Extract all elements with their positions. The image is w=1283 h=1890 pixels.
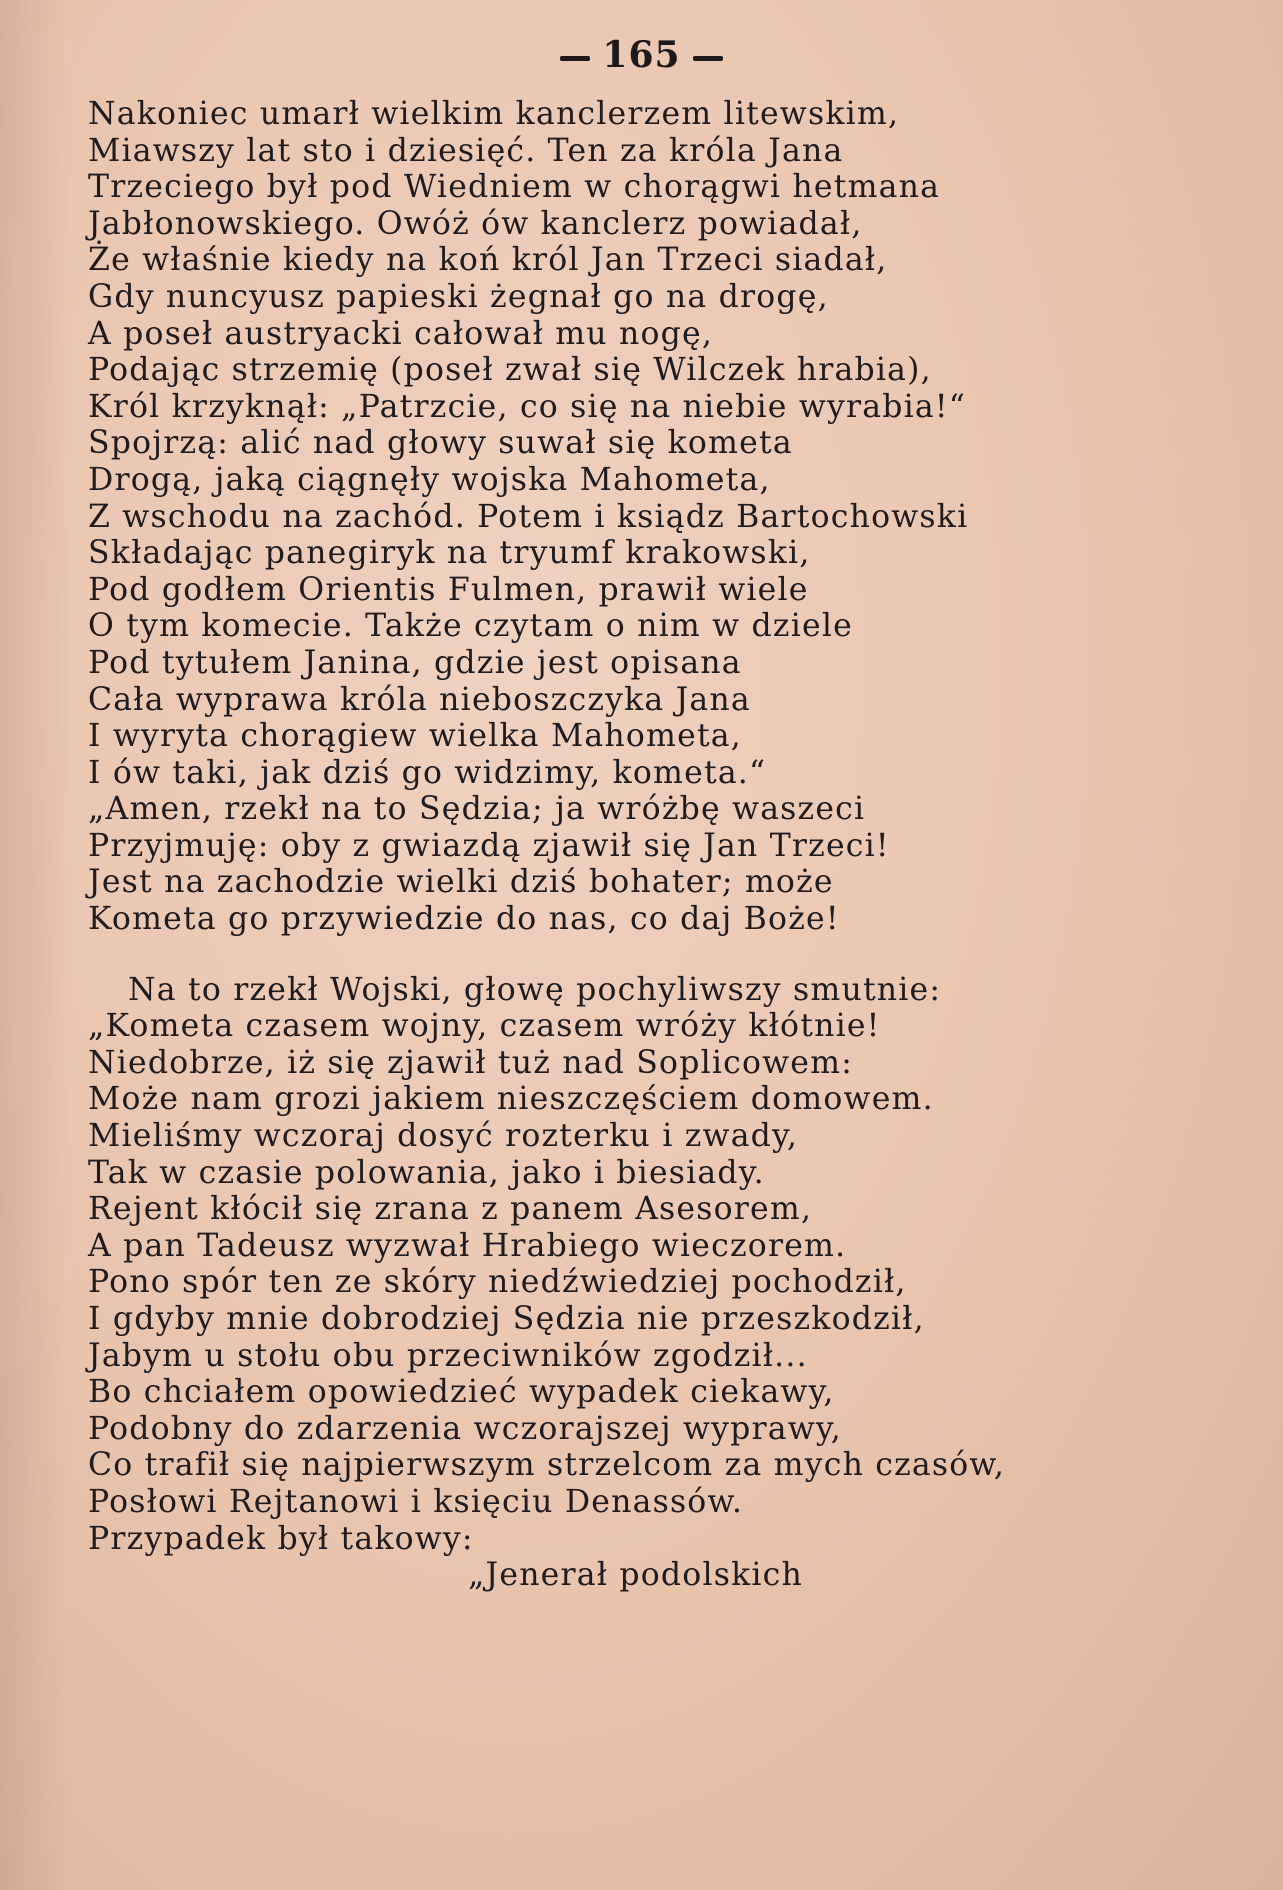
stanza-1 <box>88 96 1258 938</box>
verse-line: Podając strzemię (poseł zwał się Wilczek hrabia), <box>88 352 932 389</box>
verse-line: Podobny do zdarzenia wczorajszej wyprawy, <box>88 1410 842 1447</box>
verse-line: „Amen, rzekł na to Sędzia; ja wróżbę waszeci <box>88 791 866 828</box>
page-edge-shadow <box>0 0 70 1890</box>
page-number <box>0 34 1283 76</box>
stanza-gap <box>88 938 1258 972</box>
verse-line: I ów taki, jak dziś go widzimy, kometa.“ <box>88 754 767 791</box>
verse-line: Rejent kłócił się zrana z panem Asesorem, <box>88 1191 813 1228</box>
verse-line: Gdy nuncyusz papieski żegnał go na drogę, <box>88 278 829 315</box>
verse-line: I gdyby mnie dobrodziej Sędzia nie przeszkodził, <box>88 1301 925 1337</box>
verse-line: Może nam grozi jakiem nieszczęściem domowem. <box>88 1081 934 1118</box>
verse-line: I wyryta chorągiew wielka Mahometa, <box>88 718 742 755</box>
verse-line: Na to rzekł Wojski, głowę pochyliwszy smutnie: <box>128 971 942 1008</box>
verse-line: Niedobrze, iż się zjawił tuż nad Soplicowem: <box>88 1044 854 1081</box>
verse-line: „Jenerał podolskich <box>468 1557 803 1594</box>
verse-line: A pan Tadeusz wyzwał Hrabiego wieczorem. <box>88 1227 847 1264</box>
verse-line: Nakoniec umarł wielkim kanclerzem litewskim, <box>88 96 900 132</box>
verse-line: Pod tytułem Janina, gdzie jest opisana <box>88 644 742 681</box>
poem-text <box>88 96 1258 1594</box>
verse-line: Z wschodu na zachód. Potem i ksiądz Bartochowski <box>88 498 969 535</box>
verse-line: Bo chciałem opowiedzieć wypadek ciekawy, <box>88 1374 835 1411</box>
verse-line: O tym komecie. Także czytam o nim w dziele <box>88 608 853 645</box>
verse-line: Pono spór ten ze skóry niedźwiedziej pochodził, <box>88 1264 907 1301</box>
folio-dash-left <box>560 56 590 61</box>
verse-line: Pod godłem Orientis Fulmen, prawił wiele <box>88 571 809 608</box>
verse-line: A poseł austryacki całował mu nogę, <box>88 315 714 352</box>
verse-line: Składając panegiryk na tryumf krakowski, <box>88 535 811 572</box>
page-number-text: 165 <box>602 34 681 76</box>
verse-line: Trzeciego był pod Wiedniem w chorągwi hetmana <box>88 169 941 206</box>
verse-line: Mieliśmy wczoraj dosyć rozterku i zwady, <box>88 1118 799 1155</box>
verse-line: Miawszy lat sto i dziesięć. Ten za króla Jana <box>88 132 844 169</box>
verse-line: Posłowi Rejtanowi i księciu Denassów. <box>88 1483 744 1520</box>
verse-line: Cała wyprawa króla nieboszczyka Jana <box>88 681 751 718</box>
verse-line: „Kometa czasem wojny, czasem wróży kłótnie! <box>88 1008 881 1045</box>
verse-line: Jabym u stołu obu przeciwników zgodził... <box>88 1337 808 1374</box>
verse-line: Co trafił się najpierwszym strzelcom za mych czasów, <box>88 1447 1006 1484</box>
verse-line: Kometa go przywiedzie do nas, co daj Boże! <box>88 901 840 938</box>
verse-line: Tak w czasie polowania, jako i biesiady. <box>88 1154 765 1191</box>
verse-line: Spojrzą: alić nad głowy suwał się kometa <box>88 425 793 462</box>
verse-line: Przyjmuję: oby z gwiazdą zjawił się Jan Trzeci! <box>88 827 890 864</box>
stanza-2 <box>88 972 1258 1594</box>
verse-line: Jabłonowskiego. Owóż ów kanclerz powiadał, <box>88 205 863 242</box>
verse-line: Przypadek był takowy: <box>88 1520 474 1557</box>
verse-line: Król krzyknął: „Patrzcie, co się na niebie wyrabia!“ <box>88 388 967 425</box>
verse-line: Drogą, jaką ciągnęły wojska Mahometa, <box>88 461 771 498</box>
verse-line: Że właśnie kiedy na koń król Jan Trzeci siadał, <box>88 242 888 279</box>
folio-dash-right <box>693 56 723 61</box>
verse-line: Jest na zachodzie wielki dziś bohater; może <box>88 864 834 901</box>
